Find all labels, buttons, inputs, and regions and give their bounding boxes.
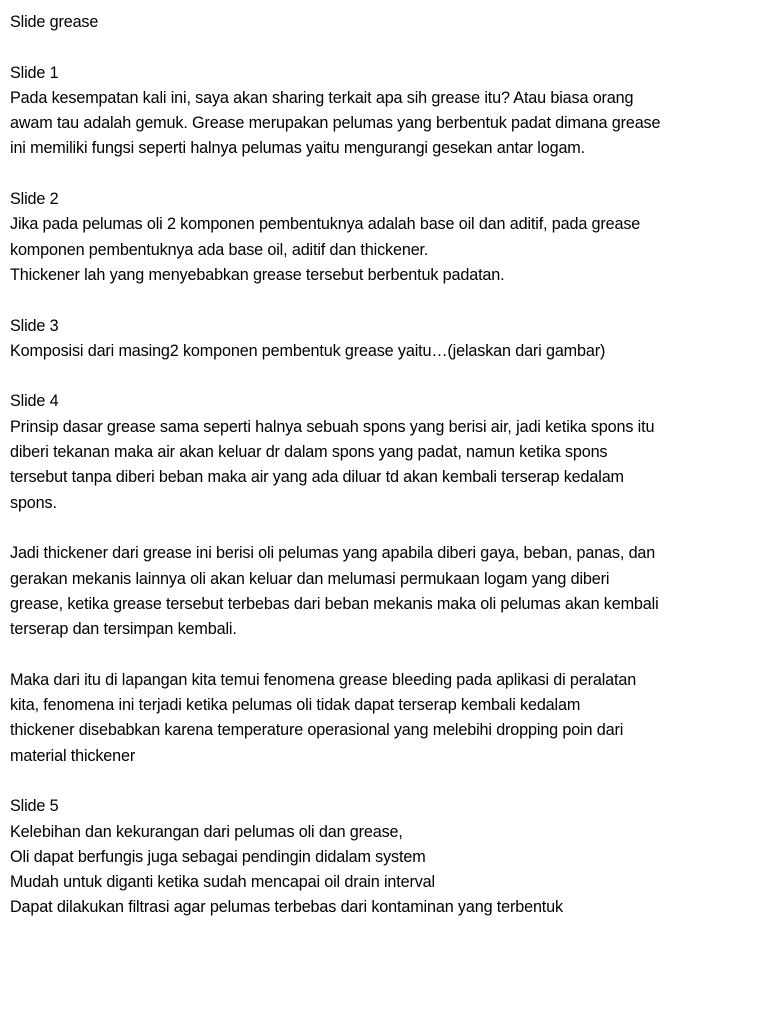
text-line: spons. bbox=[10, 493, 57, 512]
text-line: Prinsip dasar grease sama seperti halnya sebuah spons yang berisi air, jadi ketika spons itu bbox=[10, 417, 655, 436]
text-line: Pada kesempatan kali ini, saya akan sharing terkait apa sih grease itu? Atau biasa orang bbox=[10, 88, 634, 107]
text-line: Maka dari itu di lapangan kita temui fenomena grease bleeding pada aplikasi di peralatan bbox=[10, 670, 637, 689]
text-line: Dapat dilakukan filtrasi agar pelumas terbebas dari kontaminan yang terbentuk bbox=[10, 898, 563, 917]
slide-4-paragraph-3 bbox=[10, 668, 762, 769]
text-line: Mudah untuk diganti ketika sudah mencapai oil drain interval bbox=[10, 873, 435, 892]
slide-4-paragraph-2 bbox=[10, 541, 762, 642]
document-page bbox=[10, 10, 762, 921]
text-line: Kelebihan dan kekurangan dari pelumas oli dan grease, bbox=[10, 822, 403, 841]
slide-1-paragraph-1 bbox=[10, 86, 762, 162]
slide-5-heading: Slide 5 bbox=[10, 797, 59, 816]
slide-3-paragraph-1 bbox=[10, 339, 762, 364]
slide-2-heading: Slide 2 bbox=[10, 190, 59, 209]
text-line: grease, ketika grease tersebut terbebas dari beban mekanis maka oli pelumas akan kembali bbox=[10, 594, 659, 613]
text-line: Jika pada pelumas oli 2 komponen pembentuknya adalah base oil dan aditif, pada grease bbox=[10, 215, 641, 234]
slide-2-paragraph-1 bbox=[10, 212, 762, 288]
text-line: gerakan mekanis lainnya oli akan keluar dan melumasi permukaan logam yang diberi bbox=[10, 569, 610, 588]
text-line: terserap dan tersimpan kembali. bbox=[10, 620, 237, 639]
text-line: komponen pembentuknya ada base oil, aditif dan thickener. bbox=[10, 240, 429, 259]
slide-5-paragraph-1 bbox=[10, 820, 762, 921]
document-title: Slide grease bbox=[10, 13, 99, 31]
text-line: Oli dapat berfungis juga sebagai pendingin didalam system bbox=[10, 847, 426, 866]
text-line: thickener disebabkan karena temperature operasional yang melebihi dropping poin dari bbox=[10, 721, 624, 740]
slide-4-paragraph-1 bbox=[10, 415, 762, 516]
slide-3-section bbox=[10, 314, 762, 365]
slide-4-heading: Slide 4 bbox=[10, 392, 59, 411]
text-line: ini memiliki fungsi seperti halnya pelumas yaitu mengurangi gesekan antar logam. bbox=[10, 139, 585, 158]
text-line: Komposisi dari masing2 komponen pembentuk grease yaitu…(jelaskan dari gambar) bbox=[10, 341, 606, 360]
slide-2-section bbox=[10, 187, 762, 288]
text-line: Jadi thickener dari grease ini berisi oli pelumas yang apabila diberi gaya, beban, panas, dan bbox=[10, 544, 656, 563]
text-line: awam tau adalah gemuk. Grease merupakan pelumas yang berbentuk padat dimana grease bbox=[10, 114, 661, 133]
text-line: Thickener lah yang menyebabkan grease tersebut berbentuk padatan. bbox=[10, 265, 505, 284]
slide-1-heading: Slide 1 bbox=[10, 63, 59, 82]
text-line: tersebut tanpa diberi beban maka air yang ada diluar td akan kembali terserap kedalam bbox=[10, 468, 624, 487]
slide-4-section bbox=[10, 389, 762, 768]
slide-1-section bbox=[10, 61, 762, 162]
text-line: diberi tekanan maka air akan keluar dr dalam spons yang padat, namun ketika spons bbox=[10, 443, 608, 462]
text-line: material thickener bbox=[10, 746, 136, 765]
slide-5-section bbox=[10, 794, 762, 920]
slide-3-heading: Slide 3 bbox=[10, 316, 59, 335]
text-line: kita, fenomena ini terjadi ketika pelumas oli tidak dapat terserap kembali kedalam bbox=[10, 696, 581, 715]
